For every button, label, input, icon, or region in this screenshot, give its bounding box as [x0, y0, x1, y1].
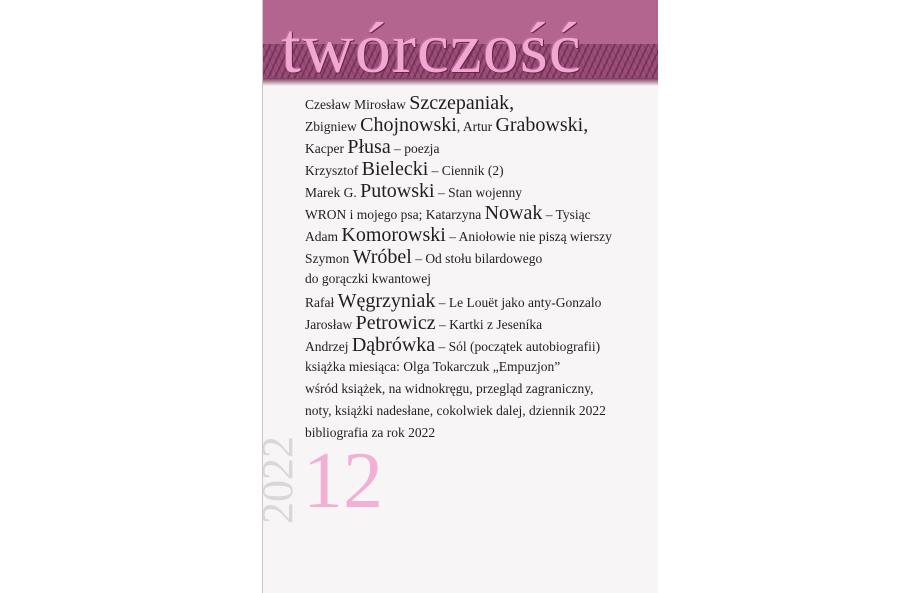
contents-line: [305, 158, 650, 180]
contents-line: [305, 180, 650, 202]
contents-text: Krzysztof: [305, 163, 362, 178]
contents-text: – Sól (początek autobiografii): [435, 339, 601, 354]
contents-text: – poezja: [390, 141, 440, 156]
author-surname: Grabowski,: [495, 114, 589, 136]
contents-line: [305, 92, 650, 114]
contents-line: [305, 114, 650, 136]
contents-text: WRON i mojego psa; Katarzyna: [305, 207, 485, 222]
magazine-cover: [253, 0, 658, 593]
contents-text: książka miesiąca: Olga Tokarczuk „Empuzjon”: [305, 359, 561, 374]
contents-text: – Aniołowie nie piszą wierszy: [445, 229, 612, 244]
magazine-title: twórczość: [281, 8, 582, 88]
contents-text: , Artur: [456, 119, 496, 134]
author-surname: Wróbel: [352, 246, 412, 268]
contents-line: [305, 378, 650, 400]
contents-text: bibliografia za rok 2022: [305, 425, 436, 440]
contents-line: [305, 312, 650, 334]
contents-text: Adam: [305, 229, 342, 244]
contents-line: [305, 290, 650, 312]
author-surname: Bielecki: [361, 158, 429, 180]
contents-text: Marek G.: [305, 185, 361, 200]
contents-text: Czesław Mirosław: [305, 97, 410, 112]
table-of-contents: [305, 92, 650, 444]
contents-line: [305, 202, 650, 224]
contents-text: do gorączki kwantowej: [305, 271, 431, 286]
author-surname: Szczepaniak,: [409, 92, 515, 114]
contents-line: [305, 224, 650, 246]
contents-text: – Kartki z Jeseníka: [435, 317, 543, 332]
issue-year: 2022: [253, 436, 302, 524]
contents-line: [305, 400, 650, 422]
contents-line: [305, 268, 650, 290]
contents-line: [305, 246, 650, 268]
contents-text: Rafał: [305, 295, 338, 310]
author-surname: Nowak: [484, 202, 543, 224]
author-surname: Dąbrówka: [351, 334, 436, 356]
author-surname: Petrowicz: [355, 312, 436, 334]
contents-line: [305, 136, 650, 158]
contents-line: [305, 334, 650, 356]
contents-text: noty, książki nadesłane, cokolwiek dalej, dziennik 2022: [305, 403, 606, 418]
contents-text: – Od stołu bilardowego: [411, 251, 543, 266]
contents-text: – Le Louët jako anty-Gonzalo: [435, 295, 602, 310]
contents-text: wśród książek, na widnokręgu, przegląd zagraniczny,: [305, 381, 594, 396]
contents-text: Andrzej: [305, 339, 352, 354]
author-surname: Komorowski: [341, 224, 446, 246]
author-surname: Płusa: [347, 136, 391, 158]
contents-text: Zbigniew: [305, 119, 361, 134]
contents-text: – Ciennik (2): [428, 163, 504, 178]
contents-line: [305, 356, 650, 378]
contents-text: Kacper: [305, 141, 348, 156]
contents-text: Jarosław: [305, 317, 356, 332]
contents-text: – Stan wojenny: [434, 185, 522, 200]
author-surname: Chojnowski: [360, 114, 457, 136]
author-surname: Putowski: [360, 180, 435, 202]
contents-text: Szymon: [305, 251, 353, 266]
issue-number: 12: [303, 437, 383, 525]
author-surname: Węgrzyniak: [337, 290, 436, 312]
contents-text: – Tysiąc: [542, 207, 591, 222]
